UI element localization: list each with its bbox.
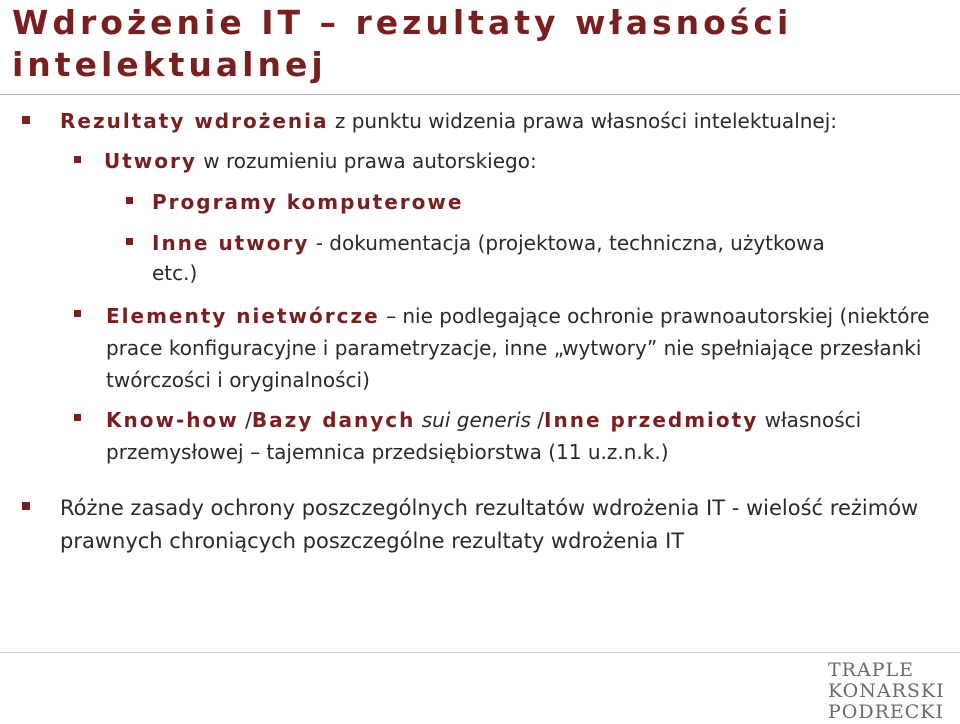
company-logo: [828, 659, 945, 723]
bullet-text: w rozumieniu prawa autorskiego:: [196, 149, 537, 173]
logo-line: PODRECKI: [828, 701, 945, 723]
bullet-elementy: [74, 300, 944, 396]
separator: /: [530, 408, 545, 432]
bullet-keyword-know-how: Know-how: [106, 408, 239, 432]
bullet-text: Różne zasady ochrony poszczególnych rezultatów wdrożenia IT - wielość reżimów prawnych chroniących poszczególne rezultaty wdrożenia IT: [60, 496, 919, 553]
bullet-text: – nie podlegające ochronie prawnoautorskiej (niektóre prace konfiguracyjne i parametryzacje, inne „wytwory” nie spełniające przesłanki twórczości i oryginalności): [106, 304, 930, 392]
bullet-keyword-inne: Inne przedmioty: [544, 408, 759, 432]
footer-divider: [0, 652, 960, 653]
italic-term: sui generis: [415, 408, 531, 432]
bullet-keyword: Rezultaty wdrożenia: [60, 109, 329, 133]
bullet-text: własności przemysłowej – tajemnica przedsiębiorstwa (11 u.z.n.k.): [106, 408, 862, 464]
square-bullet-icon: [74, 310, 81, 317]
title-divider: [0, 94, 960, 95]
logo-line: KONARSKI: [828, 680, 945, 702]
square-bullet-icon: [126, 197, 133, 204]
bullet-keyword-bazy: Bazy danych: [251, 408, 416, 432]
slide-title: Wdrożenie IT – rezultaty własności intelektualnej: [12, 3, 793, 84]
square-bullet-icon: [22, 502, 30, 510]
square-bullet-icon: [22, 116, 30, 124]
bullet-keyword: Elementy nietwórcze: [106, 304, 380, 328]
bullet-programy: [126, 187, 926, 217]
bullet-text: z punktu widzenia prawa własności intelektualnej:: [328, 109, 838, 133]
bullet-rezultaty: [22, 106, 942, 136]
bullet-inne-utwory: [126, 228, 926, 288]
bullet-utwory: [74, 146, 934, 176]
square-bullet-icon: [74, 414, 81, 421]
separator: /: [238, 408, 252, 432]
square-bullet-icon: [126, 238, 133, 245]
bullet-text: - dokumentacja (projektowa, techniczna, użytkowa etc.): [152, 231, 825, 285]
bullet-keyword: Programy komputerowe: [152, 190, 464, 214]
bullet-know-how: [74, 404, 944, 468]
logo-line: TRAPLE: [828, 659, 914, 681]
bullet-rozne-zasady: [22, 492, 942, 558]
square-bullet-icon: [74, 156, 81, 163]
bullet-keyword: Utwory: [104, 149, 197, 173]
bullet-keyword: Inne utwory: [152, 231, 310, 255]
